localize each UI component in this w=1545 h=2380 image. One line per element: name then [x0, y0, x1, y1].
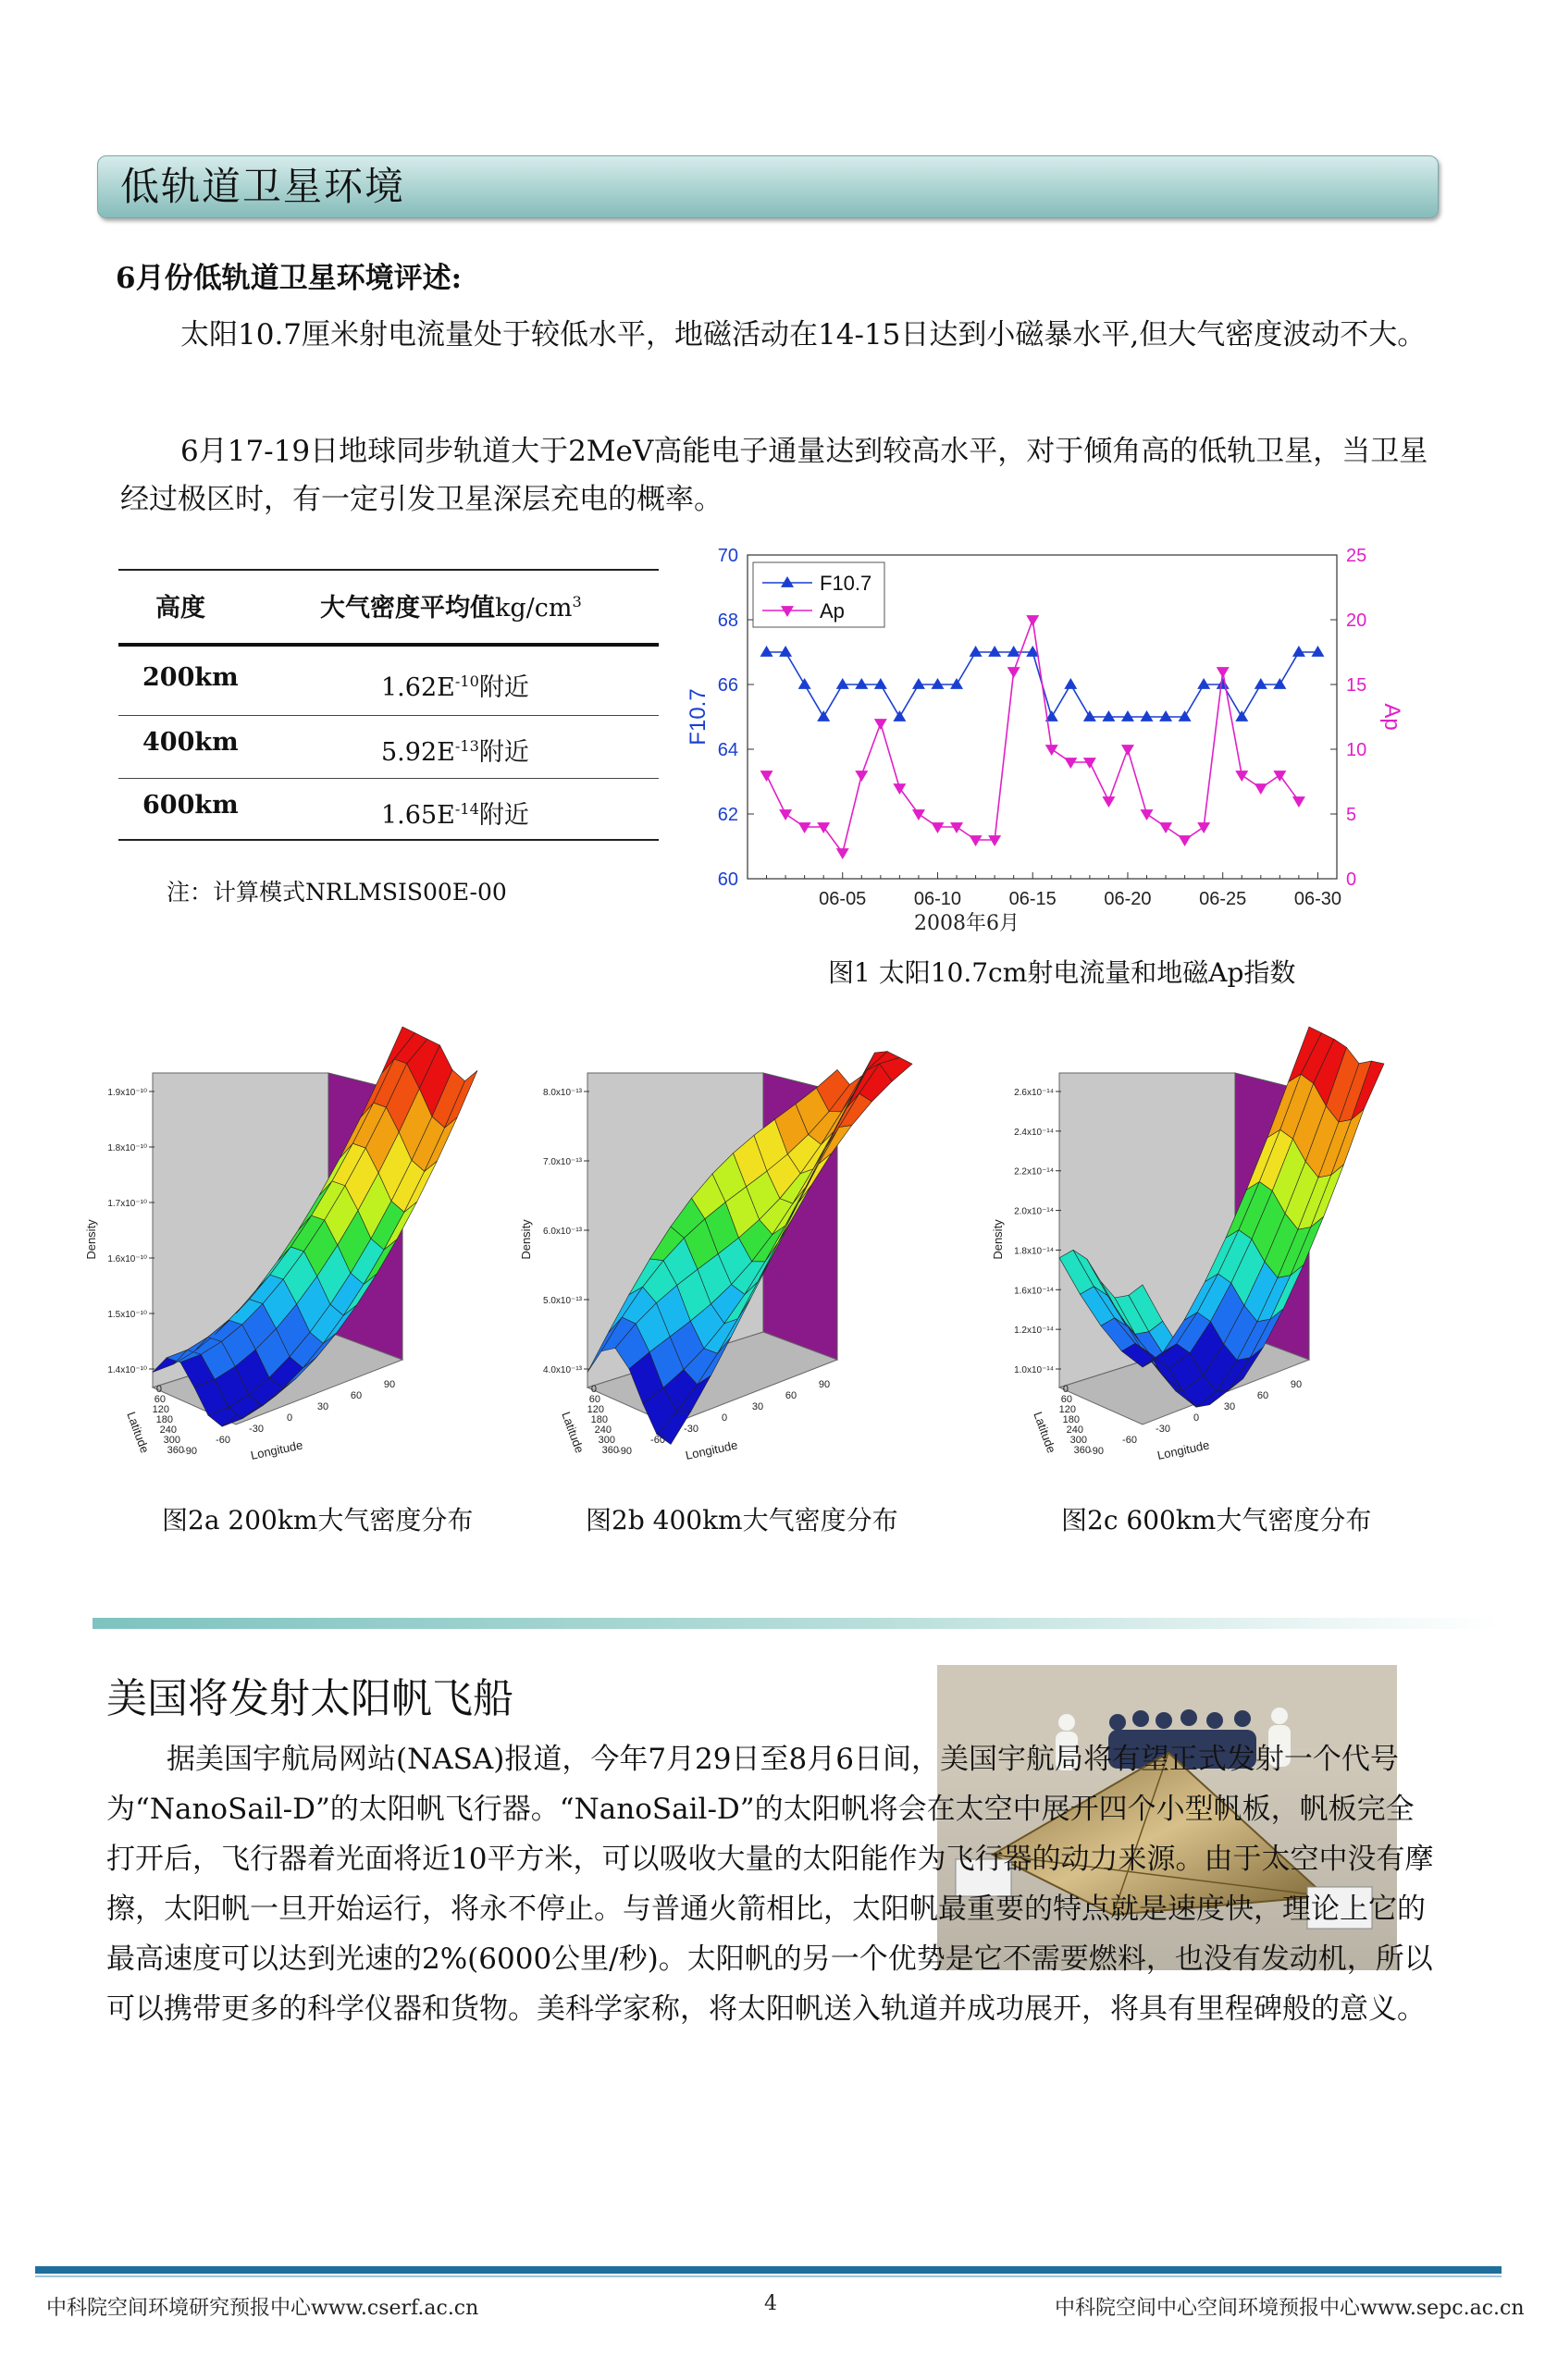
review-paragraph-1: 太阳10.7厘米射电流量处于较低水平，地磁活动在14-15日达到小磁暴水平,但大气密度波动不大。 — [180, 318, 1427, 351]
z-tick-label: 1.0x10⁻¹⁴ — [1014, 1365, 1054, 1375]
z-tick-label: 1.6x10⁻¹⁰ — [107, 1254, 147, 1264]
lat-tick-label: 300 — [598, 1435, 615, 1446]
legend-label: F10.7 — [820, 572, 872, 595]
lon-tick-label: 0 — [721, 1412, 728, 1424]
footer-rule-thin — [35, 2275, 1502, 2277]
table-header-density: 大气密度平均值$kg/cm^3$ — [320, 593, 582, 623]
lon-tick-label: -90 — [1089, 1446, 1104, 1457]
z-tick-label: 2.2x10⁻¹⁴ — [1014, 1166, 1054, 1178]
y2-tick-label: 20 — [1346, 610, 1367, 631]
z-tick-label: 1.7x10⁻¹⁰ — [107, 1199, 147, 1209]
lon-axis-label: Longitude — [684, 1437, 739, 1462]
section-divider — [93, 1618, 1501, 1629]
lat-tick-label: 180 — [590, 1414, 608, 1425]
z-tick-label: 7.0x10⁻¹³ — [543, 1157, 582, 1167]
x-axis-label: 2008年6月 — [914, 912, 1020, 935]
news-title: 美国将发射太阳帆飞船 — [106, 1675, 513, 1722]
lat-tick-label: 60 — [1060, 1394, 1072, 1405]
x-tick-label: 06-05 — [819, 889, 867, 909]
x-tick-label: 06-30 — [1293, 889, 1342, 909]
z-tick-label: 1.6x10⁻¹⁴ — [1014, 1286, 1054, 1297]
section-title: 低轨道卫星环境 — [120, 164, 406, 209]
lat-tick-label: 180 — [155, 1414, 173, 1425]
y2-tick-label: 25 — [1346, 546, 1367, 566]
lon-axis-label: Longitude — [249, 1437, 304, 1462]
lat-tick-label: 240 — [159, 1424, 177, 1436]
lon-tick-label: -30 — [684, 1424, 698, 1435]
figure1-caption: 图1 太阳10.7cm射电流量和地磁Ap指数 — [828, 957, 1296, 988]
lon-tick-label: 90 — [1290, 1379, 1303, 1390]
review-paragraph-2: 6月17-19日地球同步轨道大于2MeV高能电子通量达到较高水平，对于倾角高的低轨卫星，当卫星经过极区时，有一定引发卫星深层充电的概率。 — [120, 435, 1428, 516]
y-tick-label: 60 — [717, 869, 738, 890]
figure2b-caption: 图2b 400km大气密度分布 — [586, 1505, 898, 1535]
z-tick-label: 1.9x10⁻¹⁰ — [107, 1088, 147, 1098]
lat-tick-label: 360 — [601, 1445, 619, 1456]
table-row-alt: 200km — [142, 663, 239, 692]
review-subtitle: 6月份低轨道卫星环境评述: — [116, 262, 463, 295]
footer-left: 中科院空间环境研究预报中心www.cserf.ac.cn — [46, 2297, 479, 2320]
lon-tick-label: 30 — [316, 1401, 329, 1412]
lat-tick-label: 240 — [594, 1424, 612, 1436]
table-header-altitude: 高度 — [155, 594, 205, 623]
lat-tick-label: 120 — [1058, 1404, 1076, 1415]
y2-tick-label: 15 — [1346, 675, 1367, 696]
z-axis-label: Density — [519, 1219, 533, 1260]
lat-tick-label: 60 — [154, 1394, 166, 1405]
y2-tick-label: 5 — [1346, 805, 1357, 825]
z-tick-label: 5.0x10⁻¹³ — [543, 1296, 582, 1306]
table-row-value: $1.65E^{-14}$附近 — [381, 800, 529, 830]
y-tick-label: 66 — [717, 675, 738, 696]
x-tick-label: 06-15 — [1008, 889, 1057, 909]
table-row-value: $5.92E^{-13}$附近 — [381, 737, 529, 767]
z-tick-label: 4.0x10⁻¹³ — [543, 1365, 582, 1375]
z-tick-label: 2.0x10⁻¹⁴ — [1014, 1206, 1054, 1217]
y-tick-label: 64 — [717, 740, 738, 760]
page-number: 4 — [764, 2292, 777, 2315]
lat-tick-label: 120 — [152, 1404, 169, 1415]
y2-tick-label: 0 — [1346, 869, 1357, 890]
z-tick-label: 6.0x10⁻¹³ — [543, 1227, 582, 1237]
lat-tick-label: 300 — [163, 1435, 180, 1446]
news-body: 据美国宇航局网站(NASA)报道，今年7月29日至8月6日间，美国宇航局将有望正式发射一个代号为“NanoSail-D”的太阳帆飞行器。“NanoSail-D”的太阳帆将会在太空中展开四个小型帆板，帆板完全打开后，飞行器着光面将近10平方米，可以吸收大量的太阳能作为飞行器的动力来源。由于太空中没有摩擦，太阳帆一旦开始运行，将永不停止。与普通火箭相比，太阳帆最重要的特点就是速度快，理论上它的最高速度可以达到光速的2%(6000公里/秒)。太阳帆的另一个优势是它不需要燃料，也没有发动机，所以可以携带更多的科学仪器和货物。美科学家称，将太阳帆送入轨道并成功展开，将具有里程碑般的意义。 — [106, 1743, 1434, 2026]
lon-tick-label: -90 — [617, 1446, 632, 1457]
lat-tick-label: 360 — [1073, 1445, 1091, 1456]
lon-tick-label: 90 — [383, 1379, 396, 1390]
density-3d-plot-600km — [991, 1054, 1402, 1462]
legend-label: Ap — [820, 599, 845, 623]
lat-tick-label: 120 — [587, 1404, 604, 1415]
lon-axis-label: Longitude — [1156, 1437, 1211, 1462]
density-3d-plot-400km — [519, 1054, 930, 1462]
figure2a-caption: 图2a 200km大气密度分布 — [162, 1505, 474, 1535]
y-axis-label: F10.7 — [686, 688, 711, 746]
lat-tick-label: 180 — [1062, 1414, 1080, 1425]
lon-tick-label: 90 — [818, 1379, 831, 1390]
figure2c-caption: 图2c 600km大气密度分布 — [1061, 1505, 1372, 1535]
table-row-alt: 400km — [142, 728, 239, 757]
lon-tick-label: 60 — [350, 1390, 363, 1401]
z-axis-label: Density — [991, 1219, 1005, 1260]
footer-right: 中科院空间中心空间环境预报中心www.sepc.ac.cn — [1055, 2297, 1525, 2320]
lon-tick-label: -90 — [182, 1446, 197, 1457]
lon-tick-label: 60 — [1256, 1390, 1269, 1401]
lon-tick-label: -60 — [1122, 1435, 1137, 1446]
lat-tick-label: 300 — [1069, 1435, 1087, 1446]
z-axis-label: Density — [84, 1219, 98, 1260]
lat-tick-label: 0 — [1062, 1384, 1069, 1395]
y-tick-label: 70 — [717, 546, 738, 566]
lat-tick-label: 0 — [590, 1384, 597, 1395]
z-tick-label: 1.8x10⁻¹⁴ — [1014, 1246, 1054, 1257]
table-note: 注：计算模式NRLMSIS00E-00 — [167, 879, 507, 906]
lat-tick-label: 240 — [1066, 1424, 1083, 1436]
lon-tick-label: -30 — [249, 1424, 264, 1435]
lon-tick-label: -60 — [216, 1435, 230, 1446]
z-tick-label: 1.5x10⁻¹⁰ — [107, 1310, 147, 1320]
table-row-value: $1.62E^{-10}$附近 — [381, 672, 529, 702]
z-tick-label: 2.6x10⁻¹⁴ — [1014, 1088, 1054, 1098]
y-tick-label: 68 — [717, 610, 738, 631]
lon-tick-label: 30 — [1223, 1401, 1236, 1412]
lon-tick-label: 60 — [785, 1390, 797, 1401]
x-tick-label: 06-20 — [1104, 889, 1152, 909]
lat-axis-label: Latitude — [559, 1410, 587, 1455]
z-tick-label: 8.0x10⁻¹³ — [543, 1088, 582, 1098]
z-tick-label: 1.2x10⁻¹⁴ — [1014, 1326, 1054, 1337]
y-tick-label: 62 — [717, 805, 738, 825]
lon-tick-label: -30 — [1156, 1424, 1170, 1435]
table-row-alt: 600km — [142, 791, 239, 820]
z-tick-label: 2.4x10⁻¹⁴ — [1014, 1127, 1054, 1138]
lat-axis-label: Latitude — [1031, 1410, 1059, 1455]
f107-ap-chart — [685, 541, 1404, 939]
density-3d-plot-200km — [84, 1054, 495, 1462]
lat-tick-label: 60 — [588, 1394, 600, 1405]
lon-tick-label: 0 — [1193, 1412, 1200, 1424]
lat-tick-label: 0 — [155, 1384, 162, 1395]
y2-axis-label: Ap — [1379, 703, 1404, 731]
lat-tick-label: 360 — [167, 1445, 184, 1456]
x-tick-label: 06-25 — [1199, 889, 1247, 909]
lon-tick-label: 30 — [751, 1401, 764, 1412]
footer-rule — [35, 2266, 1502, 2274]
lon-tick-label: 0 — [286, 1412, 293, 1424]
lat-axis-label: Latitude — [124, 1410, 153, 1455]
z-tick-label: 1.8x10⁻¹⁰ — [107, 1143, 147, 1153]
z-tick-label: 1.4x10⁻¹⁰ — [107, 1365, 147, 1375]
x-tick-label: 06-10 — [913, 889, 962, 909]
y2-tick-label: 10 — [1346, 740, 1367, 760]
lon-tick-label: -60 — [650, 1435, 665, 1446]
